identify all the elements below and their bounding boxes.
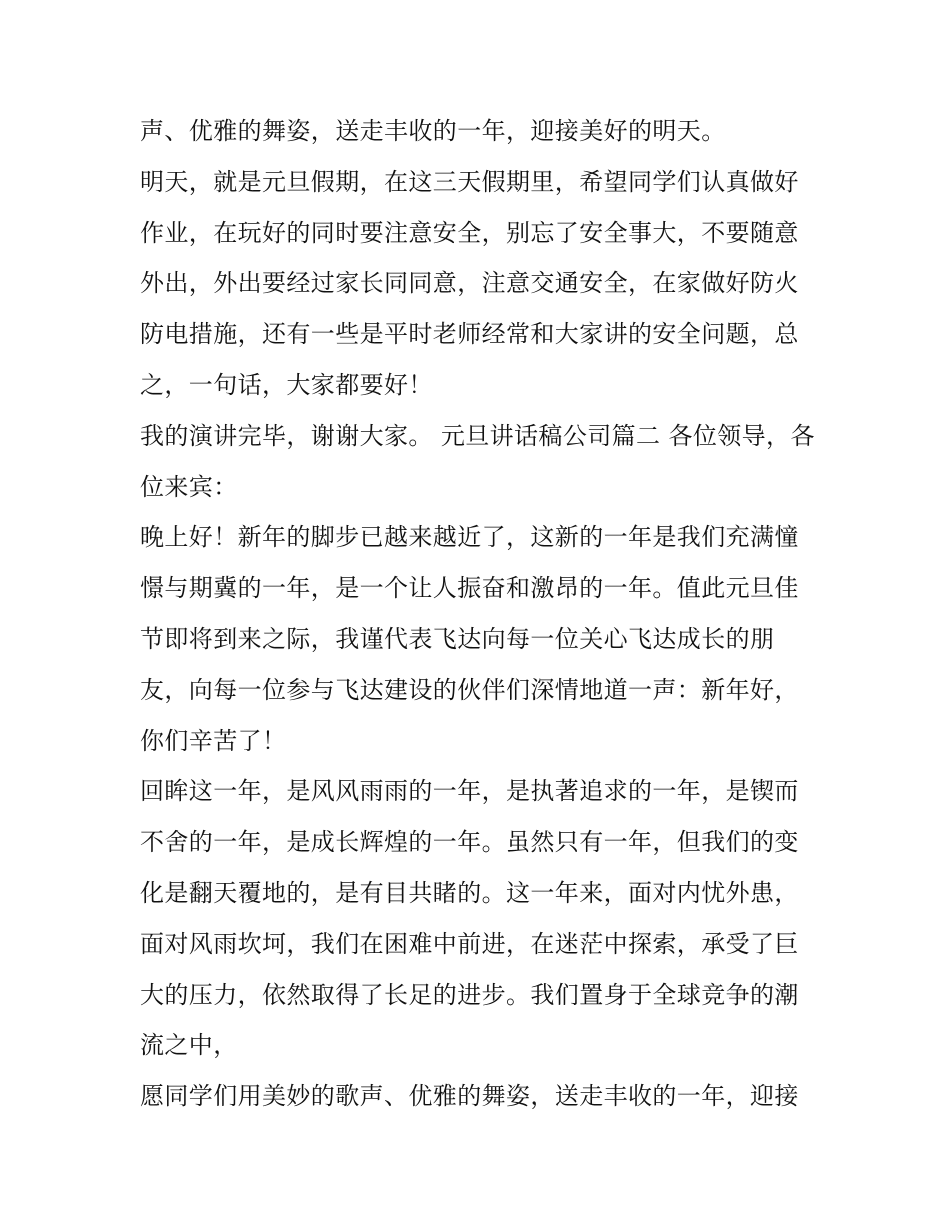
paragraph-3: 我的演讲完毕，谢谢大家。 元旦讲话稿公司篇二 各位领导，各位来宾： [140, 421, 815, 501]
paragraph-4: 晚上好！新年的脚步已越来越近了，这新的一年是我们充满憧憬与期冀的一年，是一个让人振奋和激昂的一年。值此元旦佳节即将到来之际，我谨代表飞达向每一位关心飞达成长的朋友，向每一位参与飞达建设的伙伴们深情地道一声：新年好，你们辛苦了！ [140, 523, 799, 755]
document-body [140, 106, 820, 1122]
paragraph-5: 回眸这一年，是风风雨雨的一年，是执著追求的一年，是锲而不舍的一年，是成长辉煌的一年。虽然只有一年，但我们的变化是翻天覆地的，是有目共睹的。这一年来，面对内忧外患，面对风雨坎坷，我们在困难中前进，在迷茫中探索，承受了巨大的压力，依然取得了长足的进步。我们置身于全球竞争的潮流之中， [140, 777, 799, 1060]
paragraph-6: 愿同学们用美妙的歌声、优雅的舞姿，送走丰收的一年，迎接 [140, 1082, 799, 1111]
paragraph-1: 声、优雅的舞姿，送走丰收的一年，迎接美好的明天。 [140, 117, 726, 145]
paragraph-2: 明天，就是元旦假期，在这三天假期里，希望同学们认真做好作业，在玩好的同时要注意安全，别忘了安全事大，不要随意外出，外出要经过家长同同意，注意交通安全，在家做好防火防电措施，还有一些是平时老师经常和大家讲的安全问题，总之，一句话，大家都要好！ [140, 167, 799, 399]
